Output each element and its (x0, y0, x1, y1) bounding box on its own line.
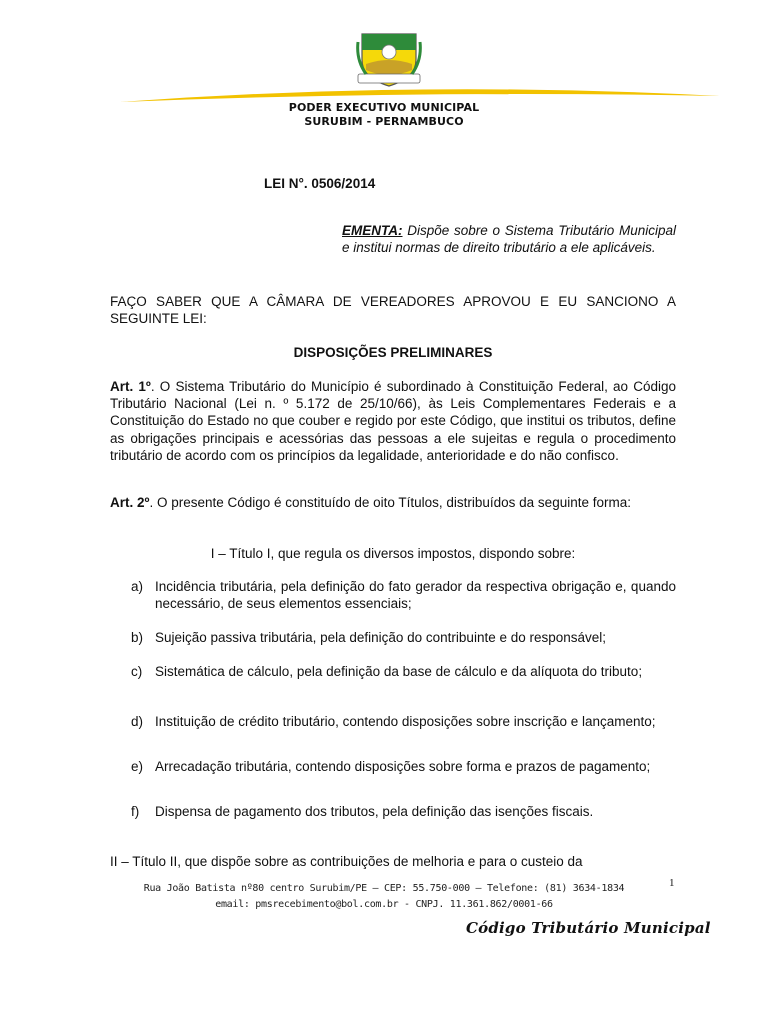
law-number: LEI N°. 0506/2014 (264, 176, 376, 191)
proclamation: FAÇO SABER QUE A CÂMARA DE VEREADORES APROVOU E EU SANCIONO A SEGUINTE LEI: (110, 294, 676, 327)
list-item: a) Incidência tributária, pela definição do fato gerador da respectiva obrigação e, quando necessário, de seus elementos essenciais; (131, 579, 676, 612)
page-number: 1 (669, 877, 675, 889)
list-item: b) Sujeição passiva tributária, pela definição do contribuinte e do responsável; (131, 630, 607, 645)
ementa-label: EMENTA: (342, 223, 403, 238)
article-1 (110, 378, 676, 464)
article-1-text: . O Sistema Tributário do Município é subordinado à Constituição Federal, ao Código Tributário Nacional (Lei n. º 5.172 de 25/10/66), às Leis Complementares Federais e a Constituição do Estado no que couber e regido por este Código, que institui os tributos, define as obrigações principais e acessórias das pessoas a ele sujeitas e regula o procedimento tributário de acordo com os princípios da legalidade, anterioridade e do não confisco. (110, 379, 676, 463)
section-title: DISPOSIÇÕES PRELIMINARES (293, 345, 493, 360)
ementa (342, 222, 676, 256)
footer-contact: email: pmsrecebimento@bol.com.br - CNPJ. 11.361.862/0001-66 (215, 899, 553, 910)
article-1-label: Art. 1º (110, 379, 151, 394)
article-2-label: Art. 2º (110, 495, 150, 510)
header-line-1: PODER EXECUTIVO MUNICIPAL (288, 101, 480, 114)
list-item: c) Sistemática de cálculo, pela definição da base de cálculo e da alíquota do tributo; (131, 664, 643, 679)
list-item: d) Instituição de crédito tributário, contendo disposições sobre inscrição e lançamento; (131, 714, 656, 729)
list-item: f) Dispensa de pagamento dos tributos, pela definição das isenções fiscais. (131, 804, 594, 819)
titulo-2: II – Título II, que dispõe sobre as contribuições de melhoria e para o custeio da (110, 854, 583, 869)
header-line-2: SURUBIM - PERNAMBUCO (304, 115, 464, 128)
footer-brand: Código Tributário Municipal (466, 919, 711, 937)
article-2-text: . O presente Código é constituído de oito Títulos, distribuídos da seguinte forma: (149, 495, 631, 510)
municipal-crest-logo (356, 30, 422, 88)
footer-address: Rua João Batista nº80 centro Surubim/PE – CEP: 55.750-000 – Telefone: (81) 3634-1834 (143, 883, 625, 894)
ementa-text: Dispõe sobre o Sistema Tributário Municipal e institui normas de direito tributário a ele aplicáveis. (342, 223, 676, 255)
titulo-1: I – Título I, que regula os diversos impostos, dispondo sobre: (210, 546, 576, 561)
list-item: e) Arrecadação tributária, contendo disposições sobre forma e prazos de pagamento; (131, 759, 651, 774)
article-2 (110, 494, 676, 511)
